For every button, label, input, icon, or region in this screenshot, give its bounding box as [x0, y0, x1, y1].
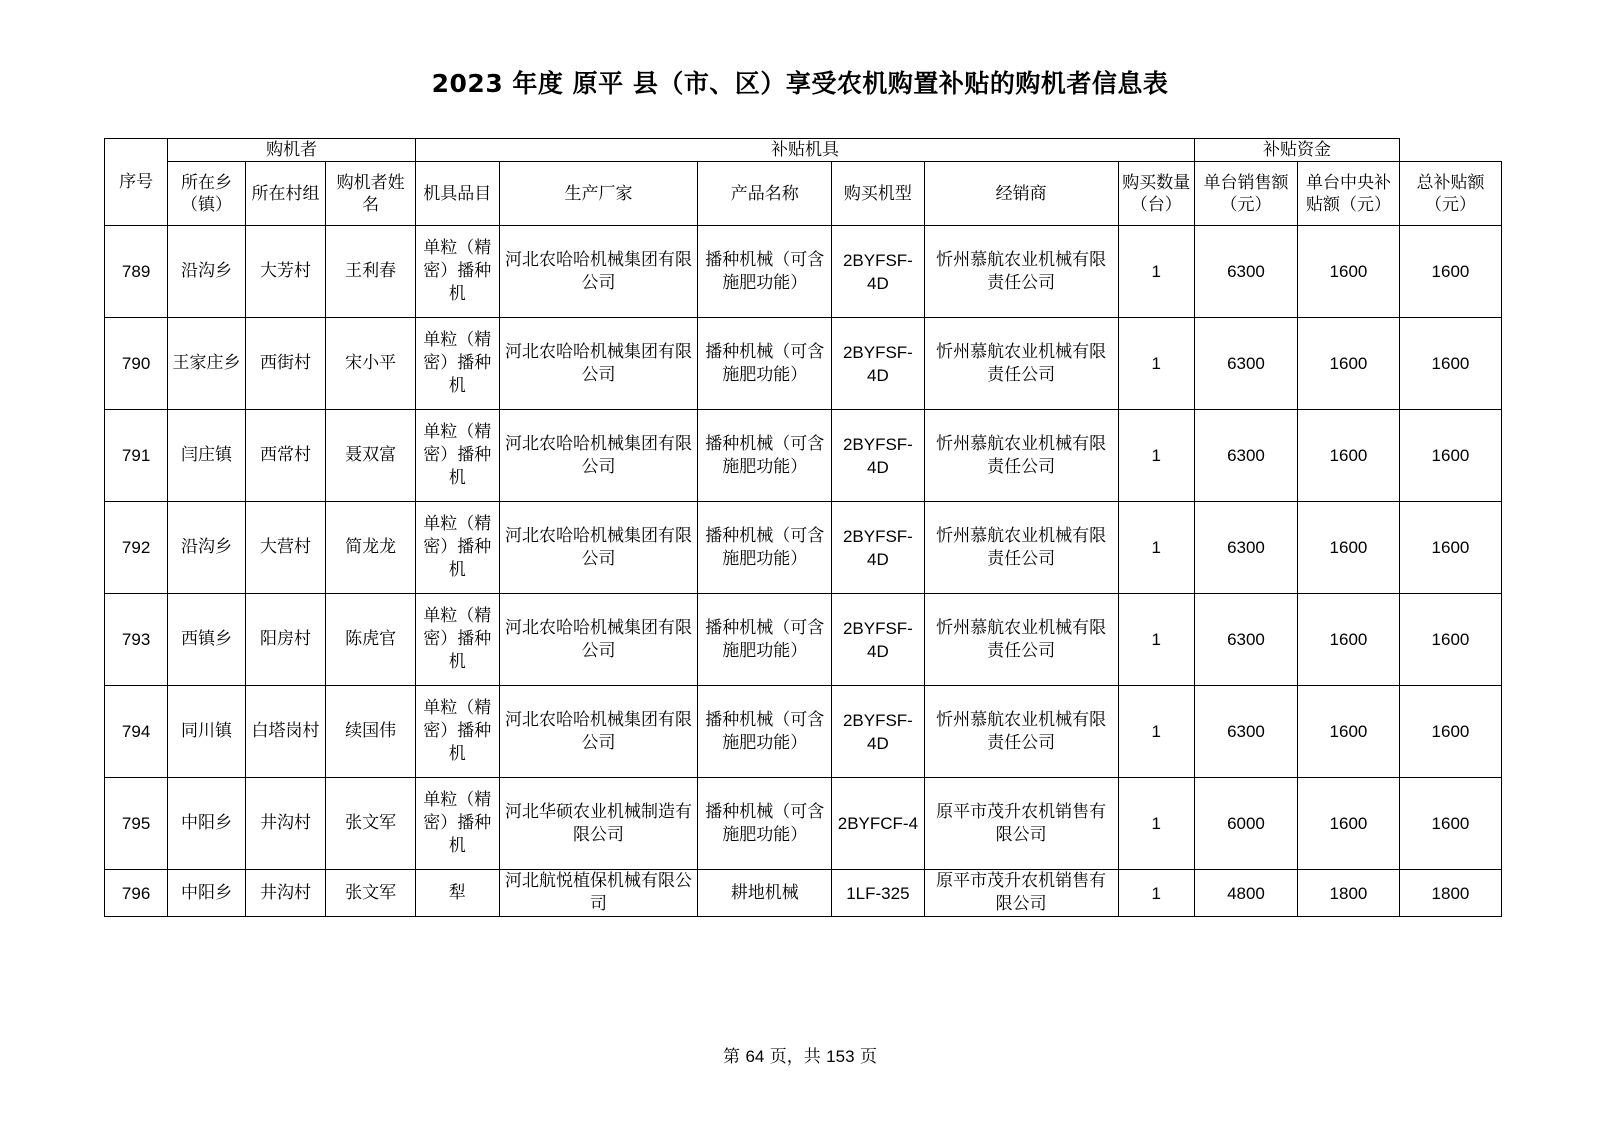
page-footer — [0, 1042, 1600, 1067]
cell-central: 1800 — [1297, 870, 1399, 917]
header-group-machine: 补贴机具 — [415, 139, 1194, 162]
cell-qty: 1 — [1118, 594, 1194, 686]
table-row — [105, 502, 1502, 594]
cell-village: 阳房村 — [245, 594, 326, 686]
cell-total: 1600 — [1399, 594, 1501, 686]
cell-name: 张文军 — [326, 870, 416, 917]
cell-category: 单粒（精密）播种机 — [415, 410, 499, 502]
cell-seq: 792 — [105, 502, 168, 594]
header-qty: 购买数量（台） — [1118, 162, 1194, 226]
cell-qty: 1 — [1118, 778, 1194, 870]
cell-town: 中阳乡 — [168, 778, 245, 870]
cell-maker: 河北农哈哈机械集团有限公司 — [499, 318, 698, 410]
table-row — [105, 410, 1502, 502]
cell-qty: 1 — [1118, 410, 1194, 502]
cell-total: 1600 — [1399, 686, 1501, 778]
header-model: 购买机型 — [832, 162, 925, 226]
cell-total: 1600 — [1399, 318, 1501, 410]
cell-price: 4800 — [1194, 870, 1297, 917]
cell-dealer: 忻州慕航农业机械有限责任公司 — [924, 318, 1118, 410]
cell-qty: 1 — [1118, 870, 1194, 917]
cell-price: 6300 — [1194, 410, 1297, 502]
cell-category: 单粒（精密）播种机 — [415, 686, 499, 778]
cell-name: 简龙龙 — [326, 502, 416, 594]
table-row — [105, 226, 1502, 318]
footer-prefix: 第 — [723, 1047, 741, 1067]
cell-central: 1600 — [1297, 594, 1399, 686]
cell-model: 2BYFSF-4D — [832, 594, 925, 686]
cell-price: 6000 — [1194, 778, 1297, 870]
footer-suffix: 页 — [859, 1047, 877, 1067]
cell-price: 6300 — [1194, 502, 1297, 594]
cell-village: 白塔岗村 — [245, 686, 326, 778]
cell-product: 耕地机械 — [698, 870, 832, 917]
cell-price: 6300 — [1194, 318, 1297, 410]
cell-seq: 789 — [105, 226, 168, 318]
cell-name: 宋小平 — [326, 318, 416, 410]
cell-dealer: 忻州慕航农业机械有限责任公司 — [924, 502, 1118, 594]
table-row — [105, 318, 1502, 410]
cell-product: 播种机械（可含施肥功能） — [698, 502, 832, 594]
cell-maker: 河北农哈哈机械集团有限公司 — [499, 502, 698, 594]
cell-village: 大芳村 — [245, 226, 326, 318]
cell-town: 沿沟乡 — [168, 226, 245, 318]
cell-central: 1600 — [1297, 778, 1399, 870]
cell-product: 播种机械（可含施肥功能） — [698, 778, 832, 870]
cell-price: 6300 — [1194, 686, 1297, 778]
header-maker: 生产厂家 — [499, 162, 698, 226]
header-name: 购机者姓名 — [326, 162, 416, 226]
cell-village: 井沟村 — [245, 870, 326, 917]
cell-central: 1600 — [1297, 502, 1399, 594]
cell-dealer: 忻州慕航农业机械有限责任公司 — [924, 686, 1118, 778]
cell-qty: 1 — [1118, 318, 1194, 410]
cell-name: 续国伟 — [326, 686, 416, 778]
cell-village: 西街村 — [245, 318, 326, 410]
header-central: 单台中央补贴额（元） — [1297, 162, 1399, 226]
cell-central: 1600 — [1297, 686, 1399, 778]
cell-village: 井沟村 — [245, 778, 326, 870]
cell-model: 2BYFSF-4D — [832, 686, 925, 778]
cell-town: 闫庄镇 — [168, 410, 245, 502]
cell-maker: 河北农哈哈机械集团有限公司 — [499, 410, 698, 502]
cell-seq: 796 — [105, 870, 168, 917]
table-row — [105, 870, 1502, 917]
cell-model: 1LF-325 — [832, 870, 925, 917]
cell-dealer: 原平市茂升农机销售有限公司 — [924, 870, 1118, 917]
cell-seq: 795 — [105, 778, 168, 870]
cell-total: 1600 — [1399, 410, 1501, 502]
cell-category: 单粒（精密）播种机 — [415, 778, 499, 870]
cell-central: 1600 — [1297, 226, 1399, 318]
table-row — [105, 594, 1502, 686]
cell-model: 2BYFSF-4D — [832, 502, 925, 594]
table-row — [105, 778, 1502, 870]
header-group-buyer: 购机者 — [168, 139, 416, 162]
cell-product: 播种机械（可含施肥功能） — [698, 410, 832, 502]
cell-name: 王利春 — [326, 226, 416, 318]
cell-category: 单粒（精密）播种机 — [415, 226, 499, 318]
cell-seq: 793 — [105, 594, 168, 686]
cell-seq: 791 — [105, 410, 168, 502]
cell-model: 2BYFCF-4 — [832, 778, 925, 870]
cell-qty: 1 — [1118, 226, 1194, 318]
header-group-funds: 补贴资金 — [1194, 139, 1399, 162]
table-row — [105, 686, 1502, 778]
header-category: 机具品目 — [415, 162, 499, 226]
cell-maker: 河北农哈哈机械集团有限公司 — [499, 226, 698, 318]
cell-dealer: 原平市茂升农机销售有限公司 — [924, 778, 1118, 870]
cell-total: 1600 — [1399, 502, 1501, 594]
footer-total-pages: 153 — [826, 1047, 855, 1066]
cell-name: 聂双富 — [326, 410, 416, 502]
cell-maker: 河北航悦植保机械有限公司 — [499, 870, 698, 917]
cell-qty: 1 — [1118, 502, 1194, 594]
cell-central: 1600 — [1297, 318, 1399, 410]
cell-model: 2BYFSF-4D — [832, 226, 925, 318]
cell-dealer: 忻州慕航农业机械有限责任公司 — [924, 410, 1118, 502]
cell-town: 王家庄乡 — [168, 318, 245, 410]
cell-total: 1600 — [1399, 778, 1501, 870]
header-price: 单台销售额（元） — [1194, 162, 1297, 226]
cell-price: 6300 — [1194, 226, 1297, 318]
cell-village: 西常村 — [245, 410, 326, 502]
header-group-row — [105, 139, 1502, 162]
cell-seq: 790 — [105, 318, 168, 410]
cell-dealer: 忻州慕航农业机械有限责任公司 — [924, 594, 1118, 686]
header-total: 总补贴额（元） — [1399, 162, 1501, 226]
header-dealer: 经销商 — [924, 162, 1118, 226]
header-product: 产品名称 — [698, 162, 832, 226]
cell-central: 1600 — [1297, 410, 1399, 502]
cell-product: 播种机械（可含施肥功能） — [698, 318, 832, 410]
cell-maker: 河北农哈哈机械集团有限公司 — [499, 594, 698, 686]
cell-total: 1800 — [1399, 870, 1501, 917]
cell-price: 6300 — [1194, 594, 1297, 686]
cell-product: 播种机械（可含施肥功能） — [698, 686, 832, 778]
cell-town: 西镇乡 — [168, 594, 245, 686]
header-column-row — [105, 162, 1502, 226]
cell-maker: 河北农哈哈机械集团有限公司 — [499, 686, 698, 778]
subsidy-table — [104, 138, 1502, 917]
header-seq: 序号 — [105, 139, 168, 226]
header-village: 所在村组 — [245, 162, 326, 226]
cell-model: 2BYFSF-4D — [832, 318, 925, 410]
cell-category: 犁 — [415, 870, 499, 917]
footer-page-number: 64 — [745, 1047, 765, 1066]
cell-category: 单粒（精密）播种机 — [415, 594, 499, 686]
cell-town: 沿沟乡 — [168, 502, 245, 594]
cell-product: 播种机械（可含施肥功能） — [698, 594, 832, 686]
cell-product: 播种机械（可含施肥功能） — [698, 226, 832, 318]
footer-middle: 页，共 — [769, 1047, 821, 1067]
cell-town: 同川镇 — [168, 686, 245, 778]
cell-qty: 1 — [1118, 686, 1194, 778]
header-town: 所在乡（镇） — [168, 162, 245, 226]
cell-name: 陈虎官 — [326, 594, 416, 686]
page-title: 2023 年度 原平 县（市、区）享受农机购置补贴的购机者信息表 — [431, 69, 1169, 98]
cell-category: 单粒（精密）播种机 — [415, 502, 499, 594]
cell-town: 中阳乡 — [168, 870, 245, 917]
cell-village: 大营村 — [245, 502, 326, 594]
cell-category: 单粒（精密）播种机 — [415, 318, 499, 410]
cell-name: 张文军 — [326, 778, 416, 870]
cell-dealer: 忻州慕航农业机械有限责任公司 — [924, 226, 1118, 318]
cell-seq: 794 — [105, 686, 168, 778]
cell-total: 1600 — [1399, 226, 1501, 318]
cell-maker: 河北华硕农业机械制造有限公司 — [499, 778, 698, 870]
cell-model: 2BYFSF-4D — [832, 410, 925, 502]
